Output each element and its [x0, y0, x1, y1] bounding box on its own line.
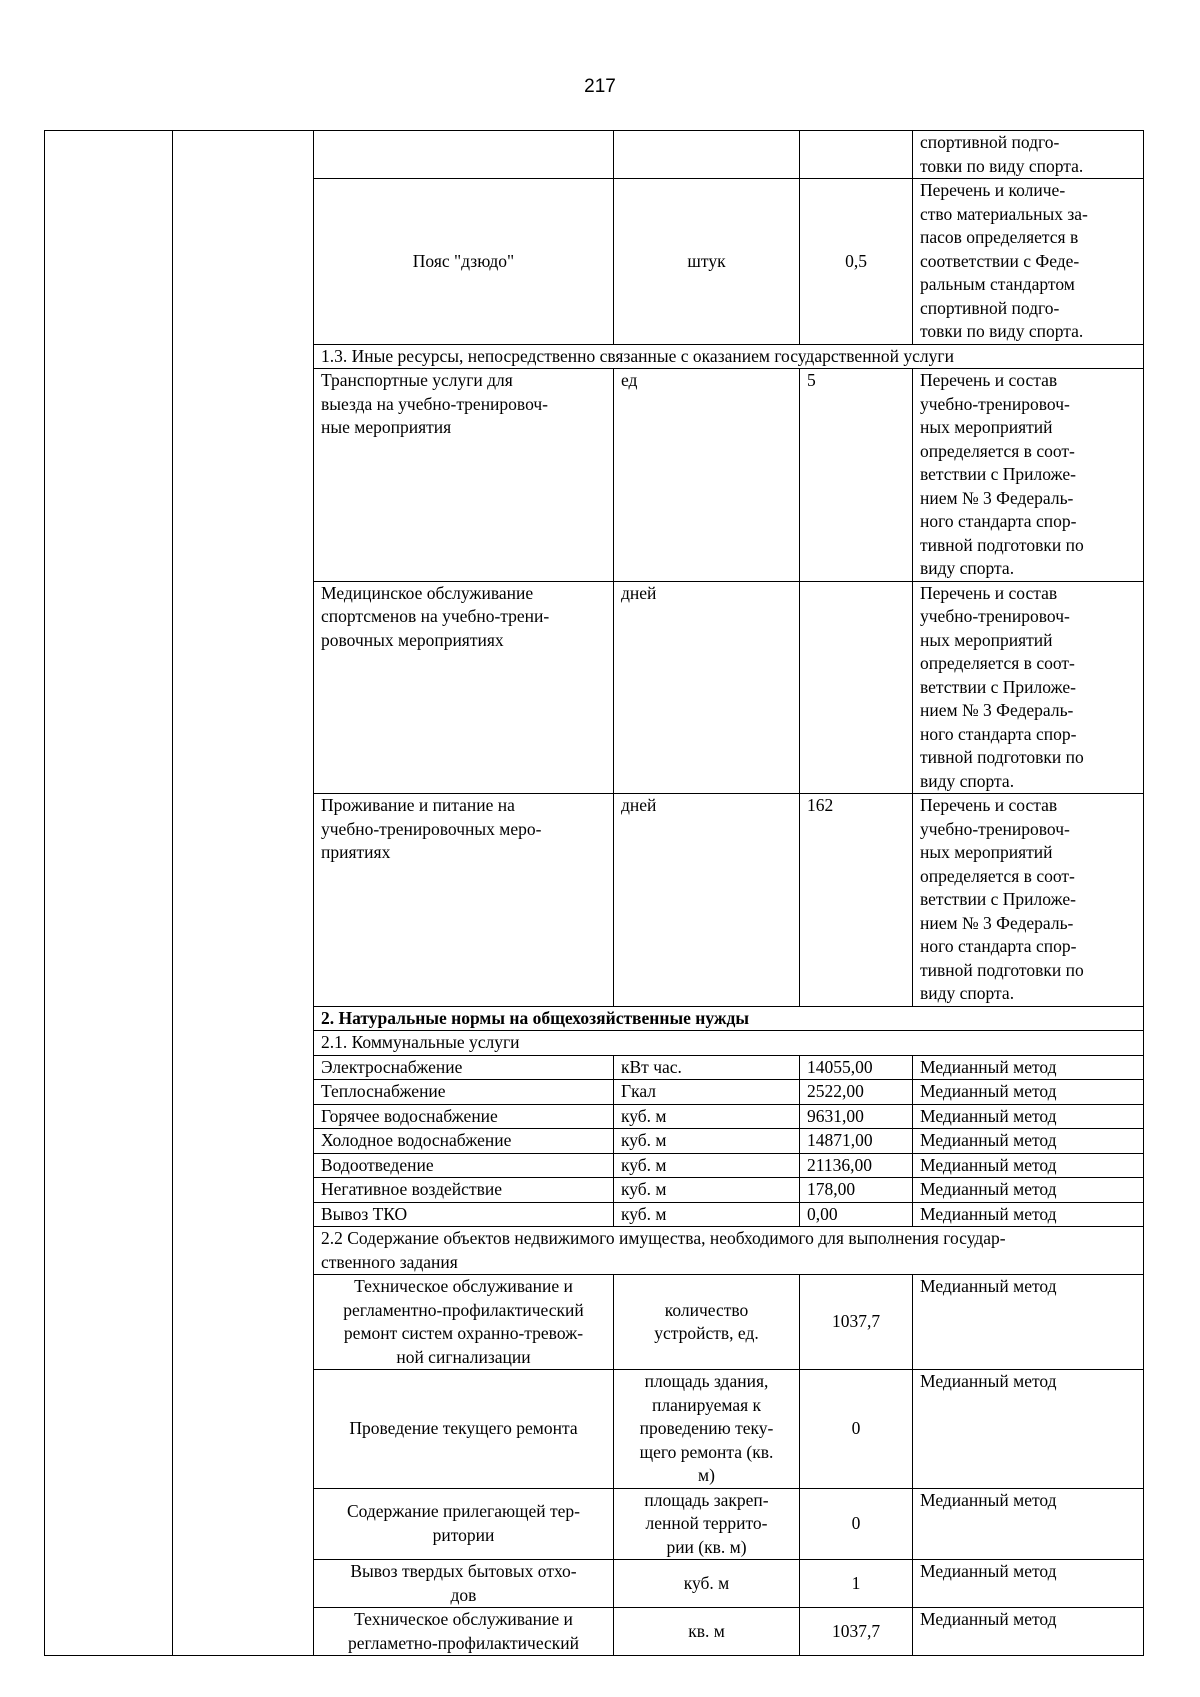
value-cell: 0: [800, 1488, 913, 1560]
value-cell: 2522,00: [800, 1080, 913, 1105]
value-cell: 5: [800, 369, 913, 582]
note-cell: Медианный метод: [913, 1560, 1144, 1608]
value-cell: [800, 581, 913, 794]
unit-cell: количество устройств, ед.: [614, 1275, 800, 1370]
unit-cell: куб. м: [614, 1560, 800, 1608]
blank-column-1: [45, 131, 173, 1656]
section-title: 2.1. Коммунальные услуги: [314, 1031, 1144, 1056]
note-cell: Медианный метод: [913, 1202, 1144, 1227]
note-cell: Перечень и состав учебно-тренировоч- ных мероприятий определяется в соот- ветствии с Приложе- нием № 3 Федераль- ного стандарта спор- тивной подготовки по виду спорта.: [913, 369, 1144, 582]
resource-name-cell: Водоотведение: [314, 1153, 614, 1178]
value-cell: [800, 131, 913, 179]
note-cell: Медианный метод: [913, 1608, 1144, 1656]
note-cell: Медианный метод: [913, 1055, 1144, 1080]
note-cell: Перечень и количе- ство материальных за- пасов определяется в соответствии с Феде- ральным стандартом спортивной подго- товки по виду спорта.: [913, 179, 1144, 345]
note-cell: Перечень и состав учебно-тренировоч- ных мероприятий определяется в соот- ветствии с Приложе- нием № 3 Федераль- ного стандарта спор- тивной подготовки по виду спорта.: [913, 794, 1144, 1007]
note-cell: Медианный метод: [913, 1275, 1144, 1370]
value-cell: 162: [800, 794, 913, 1007]
value-cell: 9631,00: [800, 1104, 913, 1129]
resource-name-cell: Горячее водоснабжение: [314, 1104, 614, 1129]
unit-cell: ед: [614, 369, 800, 582]
blank-column-2: [173, 131, 314, 1656]
note-cell: Медианный метод: [913, 1370, 1144, 1489]
unit-cell: куб. м: [614, 1104, 800, 1129]
table-row: [45, 131, 1144, 179]
note-cell: Медианный метод: [913, 1153, 1144, 1178]
resource-name-cell: Техническое обслуживание и регламентно-профилактический ремонт систем охранно-тревож- ной сигнализации: [314, 1275, 614, 1370]
resource-name-cell: Содержание прилегающей тер- ритории: [314, 1488, 614, 1560]
value-cell: 1037,7: [800, 1608, 913, 1656]
note-cell: Медианный метод: [913, 1129, 1144, 1154]
resource-name-cell: Электроснабжение: [314, 1055, 614, 1080]
resource-name-cell: Негативное воздействие: [314, 1178, 614, 1203]
value-cell: 0: [800, 1370, 913, 1489]
resource-name-cell: Техническое обслуживание и регламетно-профилактический: [314, 1608, 614, 1656]
section-title: 2. Натуральные нормы на общехозяйственные нужды: [314, 1006, 1144, 1031]
note-cell: Медианный метод: [913, 1104, 1144, 1129]
unit-cell: штук: [614, 179, 800, 345]
page-number: 217: [584, 76, 616, 97]
note-cell: Медианный метод: [913, 1178, 1144, 1203]
resource-name-cell: Транспортные услуги для выезда на учебно-тренировоч- ные мероприятия: [314, 369, 614, 582]
unit-cell: кв. м: [614, 1608, 800, 1656]
resource-name-cell: Вывоз твердых бытовых отхо- дов: [314, 1560, 614, 1608]
value-cell: 1037,7: [800, 1275, 913, 1370]
unit-cell: куб. м: [614, 1178, 800, 1203]
value-cell: 14055,00: [800, 1055, 913, 1080]
value-cell: 178,00: [800, 1178, 913, 1203]
resource-name-cell: Теплоснабжение: [314, 1080, 614, 1105]
unit-cell: куб. м: [614, 1153, 800, 1178]
note-cell: спортивной подго- товки по виду спорта.: [913, 131, 1144, 179]
resource-name-cell: Холодное водоснабжение: [314, 1129, 614, 1154]
unit-cell: кВт час.: [614, 1055, 800, 1080]
unit-cell: площадь здания, планируемая к проведению теку- щего ремонта (кв. м): [614, 1370, 800, 1489]
note-cell: Медианный метод: [913, 1488, 1144, 1560]
value-cell: 1: [800, 1560, 913, 1608]
note-cell: Перечень и состав учебно-тренировоч- ных мероприятий определяется в соот- ветствии с Приложе- нием № 3 Федераль- ного стандарта спор- тивной подготовки по виду спорта.: [913, 581, 1144, 794]
unit-cell: [614, 131, 800, 179]
norms-table: [44, 130, 1144, 1656]
unit-cell: дней: [614, 581, 800, 794]
value-cell: 0,5: [800, 179, 913, 345]
resource-name-cell: Пояс "дзюдо": [314, 179, 614, 345]
unit-cell: дней: [614, 794, 800, 1007]
unit-cell: площадь закреп- ленной террито- рии (кв. м): [614, 1488, 800, 1560]
resource-name-cell: Медицинское обслуживание спортсменов на учебно-трени- ровочных мероприятиях: [314, 581, 614, 794]
resource-name-cell: Вывоз ТКО: [314, 1202, 614, 1227]
unit-cell: куб. м: [614, 1202, 800, 1227]
unit-cell: куб. м: [614, 1129, 800, 1154]
unit-cell: Гкал: [614, 1080, 800, 1105]
resource-name-cell: Проживание и питание на учебно-тренировочных меро- приятиях: [314, 794, 614, 1007]
resource-name-cell: Проведение текущего ремонта: [314, 1370, 614, 1489]
value-cell: 21136,00: [800, 1153, 913, 1178]
section-title: 2.2 Содержание объектов недвижимого имущества, необходимого для выполнения государ- ственного задания: [314, 1227, 1144, 1275]
value-cell: 0,00: [800, 1202, 913, 1227]
section-title: 1.3. Иные ресурсы, непосредственно связанные с оказанием государственной услуги: [314, 344, 1144, 369]
value-cell: 14871,00: [800, 1129, 913, 1154]
resource-name-cell: [314, 131, 614, 179]
note-cell: Медианный метод: [913, 1080, 1144, 1105]
